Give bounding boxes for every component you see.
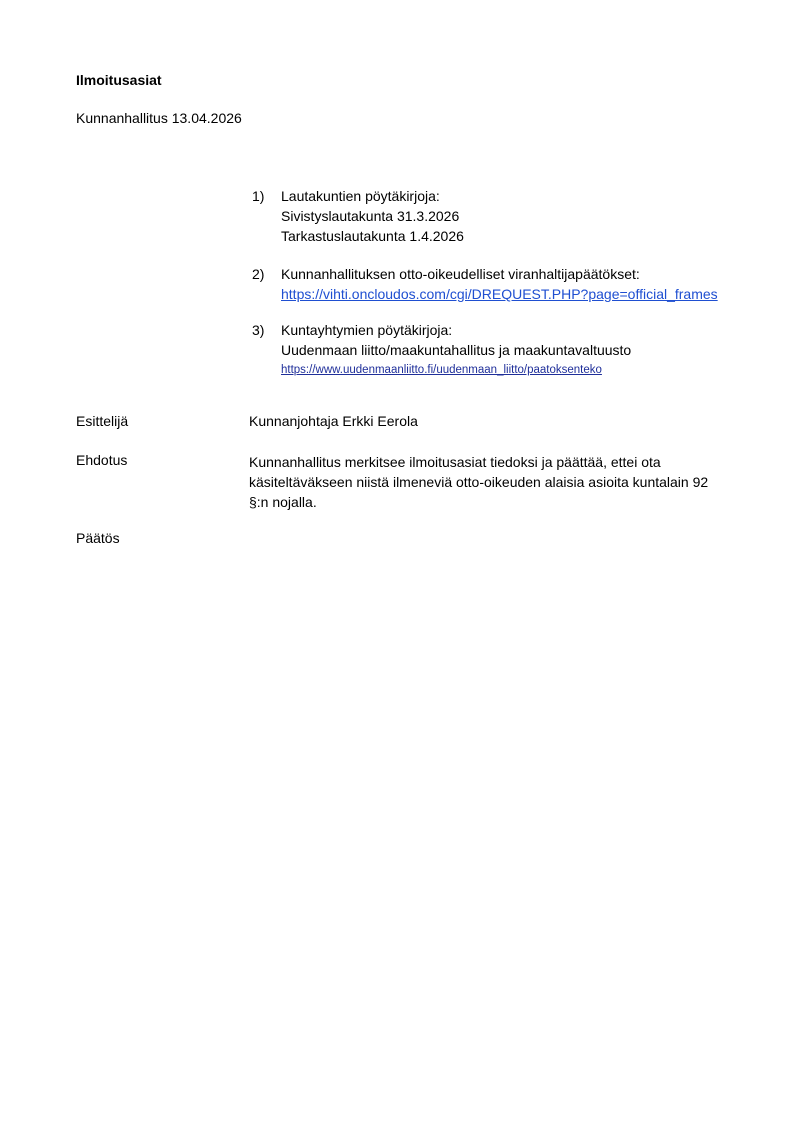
proposal-line: Kunnanhallitus merkitsee ilmoitusasiat tiedoksi ja päättää, ettei ota (249, 454, 661, 470)
proposal-text (249, 452, 744, 512)
proposal-label: Ehdotus (76, 452, 128, 468)
official-decisions-link[interactable]: https://vihti.oncloudos.com/cgi/DREQUEST.PHP?page=official_frames (281, 286, 718, 302)
item-line: Sivistyslautakunta 31.3.2026 (281, 208, 460, 224)
item-heading: Kuntayhtymien pöytäkirjoja: (281, 322, 453, 338)
proposal-line: käsiteltäväkseen niistä ilmeneviä otto-oikeuden alaisia asioita kuntalain 92 (249, 474, 709, 490)
item-number: 3) (252, 322, 265, 338)
presenter-label: Esittelijä (76, 413, 129, 429)
decision-label: Päätös (76, 530, 120, 546)
regional-council-link[interactable]: https://www.uudenmaanliitto.fi/uudenmaan_liitto/paatoksenteko (281, 364, 602, 376)
item-line: Uudenmaan liitto/maakuntahallitus ja maakuntavaltuusto (281, 342, 632, 358)
item-heading: Lautakuntien pöytäkirjoja: (281, 188, 440, 204)
item-number: 1) (252, 188, 265, 204)
presenter-value: Kunnanjohtaja Erkki Eerola (249, 413, 418, 429)
proposal-line: §:n nojalla. (249, 494, 317, 510)
item-number: 2) (252, 266, 265, 282)
item-heading: Kunnanhallituksen otto-oikeudelliset viranhaltijapäätökset: (281, 266, 640, 282)
meeting-name: Kunnanhallitus 13.04.2026 (76, 110, 242, 126)
item-line: Tarkastuslautakunta 1.4.2026 (281, 228, 464, 244)
document-title: Ilmoitusasiat (76, 72, 162, 88)
